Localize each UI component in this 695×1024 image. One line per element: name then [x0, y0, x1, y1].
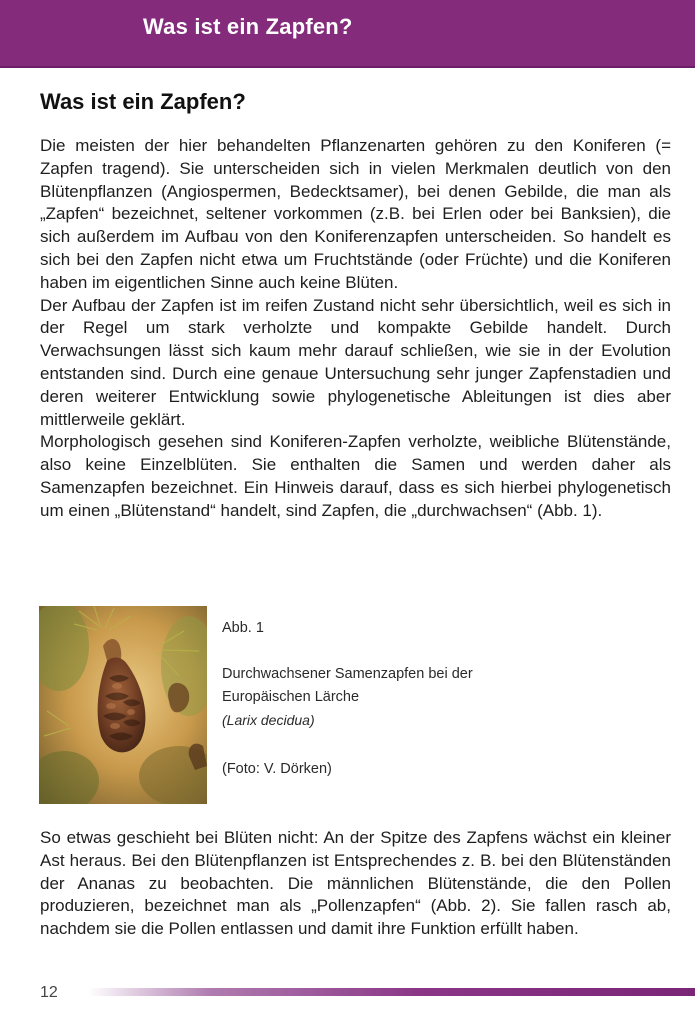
outro-text-block	[40, 827, 671, 941]
intro-text-block	[40, 135, 671, 523]
figure-latin-name: (Larix decidua)	[222, 712, 315, 728]
paragraph-growth-through: So etwas geschieht bei Blüten nicht: An der Spitze des Zapfens wächst ein kleiner Ast heraus. Bei den Blütenpflanzen ist Entsprechendes z. B. bei den Blütenständen der Ananas zu beobachten. Die männlichen Blütenstände, die den Pollen produzieren, bezeichnet man als „Pollenzapfen“ (Abb. 2). Sie fallen rasch ab, nachdem sie die Pollen entlassen und damit ihre Funktion erfüllt haben.	[40, 828, 671, 939]
paragraph-cone-structure: Der Aufbau der Zapfen ist im reifen Zustand nicht sehr übersichtlich, weil es sich in der Regel um stark verholzte und kompakte Gebilde handelt. Durch Verwachsungen lässt sich kaum mehr darauf schließen, wie sie in der Evolution entstanden sind. Durch eine genaue Untersuchung sehr junger Zapfenstadien und deren weiterer Entwicklung sowie phylogenetische Ableitungen ist dies aber mittlerweile geklärt.	[40, 295, 671, 429]
paragraph-conifers-intro: Die meisten der hier behandelten Pflanzenarten gehören zu den Koniferen (= Zapfen tragend). Sie unterscheiden sich in vielen Merkmalen deutlich von den Blütenpflanzen (Angiospermen, Bedecktsamer), bei denen Gebilde, die man als „Zapfen“ bezeichnet, seltener vorkommen (z.B. bei Erlen oder bei Banksien), die sich außerdem im Aufbau von den Koniferenzapfen unterscheiden. So handelt es sich bei den Zapfen nicht etwa um Fruchtstände (oder Früchte) und die Koniferen haben im eigentlichen Sinne auch keine Blüten.	[40, 136, 671, 292]
figure-caption-line2: Europäischen Lärche	[222, 689, 360, 705]
figure-label: Abb. 1	[222, 620, 264, 636]
chapter-header-band	[0, 0, 695, 68]
footer-rule	[88, 988, 695, 996]
chapter-title: Was ist ein Zapfen?	[143, 14, 353, 39]
paragraph-morphology: Morphologisch gesehen sind Koniferen-Zapfen verholzte, weibliche Blütenstände, also keine Einzelblüten. Sie enthalten die Samen und werden daher als Samenzapfen bezeichnet. Ein Hinweis darauf, dass es sich hierbei phylogenetisch um einen „Blütenstand“ handelt, sind Zapfen, die „durchwachsen“ (Abb. 1).	[40, 432, 671, 520]
figure-photo-credit: (Foto: V. Dörken)	[222, 761, 332, 777]
section-heading: Was ist ein Zapfen?	[40, 89, 246, 114]
larch-cone-photo	[39, 606, 207, 804]
page-number: 12	[40, 984, 58, 1001]
figure-caption-line1: Durchwachsener Samenzapfen bei der	[222, 666, 473, 682]
